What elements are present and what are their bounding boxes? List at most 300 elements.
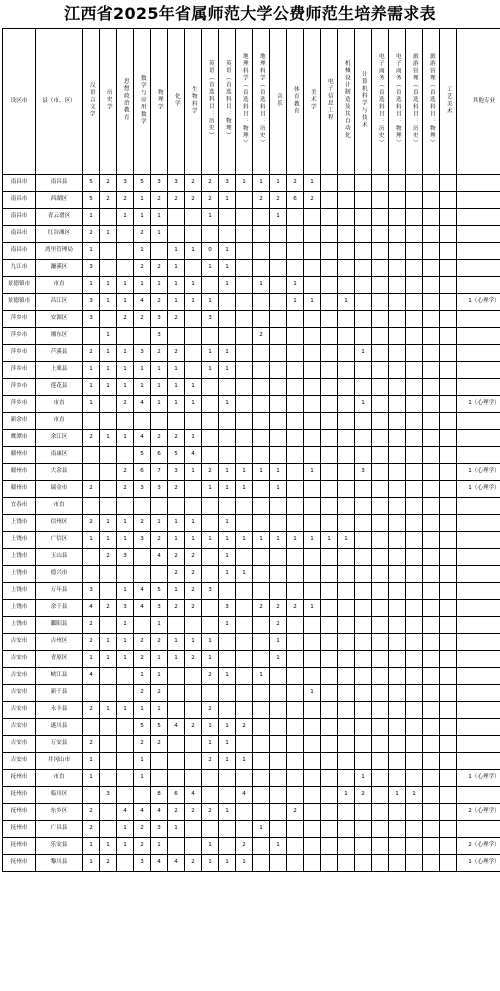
count-cell [100, 481, 117, 498]
count-cell: 5 [134, 447, 151, 464]
count-cell [185, 345, 202, 362]
count-cell [355, 838, 372, 855]
count-cell [355, 328, 372, 345]
count-cell [151, 498, 168, 515]
count-cell [372, 702, 389, 719]
count-cell [406, 311, 423, 328]
county-cell: 市直 [36, 396, 83, 413]
column-header [457, 29, 500, 175]
county-cell: 濂溪区 [36, 260, 83, 277]
count-cell [270, 549, 287, 566]
count-cell: 3 [202, 583, 219, 600]
count-cell [406, 447, 423, 464]
count-cell [321, 549, 338, 566]
count-cell: 2 [253, 600, 270, 617]
count-cell [423, 566, 440, 583]
count-cell [338, 396, 355, 413]
count-cell: 2 [100, 600, 117, 617]
count-cell [304, 481, 321, 498]
count-cell [202, 617, 219, 634]
count-cell [406, 498, 423, 515]
count-cell: 2 [134, 651, 151, 668]
count-cell [219, 634, 236, 651]
count-cell [389, 736, 406, 753]
table-row [3, 617, 500, 634]
count-cell [321, 583, 338, 600]
column-header-label: 物理学 [156, 89, 163, 111]
count-cell [389, 651, 406, 668]
count-cell [457, 821, 500, 838]
count-cell [219, 328, 236, 345]
count-cell: 4 [134, 804, 151, 821]
count-cell [219, 651, 236, 668]
count-cell: 1 [83, 396, 100, 413]
count-cell [185, 328, 202, 345]
count-cell [219, 226, 236, 243]
count-cell [100, 617, 117, 634]
count-cell [117, 719, 134, 736]
count-cell [406, 668, 423, 685]
count-cell [389, 260, 406, 277]
count-cell [270, 447, 287, 464]
column-header [83, 29, 100, 175]
count-cell [457, 583, 500, 600]
count-cell [287, 447, 304, 464]
count-cell [202, 277, 219, 294]
count-cell: 1 [117, 277, 134, 294]
count-cell [100, 243, 117, 260]
count-cell [134, 617, 151, 634]
count-cell [270, 226, 287, 243]
count-cell [304, 719, 321, 736]
count-cell [355, 532, 372, 549]
count-cell [372, 430, 389, 447]
count-cell: 4 [134, 430, 151, 447]
count-cell [440, 549, 457, 566]
city-cell: 萍乡市 [3, 396, 36, 413]
count-cell [355, 379, 372, 396]
count-cell [372, 192, 389, 209]
count-cell [423, 328, 440, 345]
count-cell: 3 [168, 464, 185, 481]
count-cell [372, 396, 389, 413]
count-cell [202, 770, 219, 787]
count-cell [372, 566, 389, 583]
count-cell [372, 532, 389, 549]
count-cell [100, 821, 117, 838]
count-cell [185, 362, 202, 379]
count-cell: 4 [117, 804, 134, 821]
count-cell: 1 [355, 770, 372, 787]
table-row [3, 702, 500, 719]
count-cell [321, 787, 338, 804]
count-cell: 1 [117, 430, 134, 447]
count-cell [253, 634, 270, 651]
count-cell [185, 736, 202, 753]
count-cell: 2 [185, 549, 202, 566]
count-cell: 1 [134, 243, 151, 260]
count-cell: 2 [168, 566, 185, 583]
count-cell: 5 [83, 175, 100, 192]
column-header-label: 音乐 [275, 92, 282, 108]
table-row [3, 753, 500, 770]
count-cell [423, 821, 440, 838]
count-cell [338, 498, 355, 515]
count-cell [219, 838, 236, 855]
count-cell [338, 379, 355, 396]
county-cell: 红谷滩区 [36, 226, 83, 243]
count-cell: 1 [202, 362, 219, 379]
count-cell: 1 [185, 243, 202, 260]
count-cell: 4 [168, 719, 185, 736]
count-cell [287, 736, 304, 753]
count-cell: 3 [219, 175, 236, 192]
table-row [3, 668, 500, 685]
count-cell: 1 [151, 379, 168, 396]
city-cell: 萍乡市 [3, 311, 36, 328]
count-cell [355, 481, 372, 498]
count-cell [389, 668, 406, 685]
count-cell [321, 464, 338, 481]
count-cell: 1 [151, 515, 168, 532]
count-cell [457, 515, 500, 532]
count-cell [253, 243, 270, 260]
count-cell [423, 855, 440, 872]
count-cell [304, 498, 321, 515]
column-header [338, 29, 355, 175]
count-cell: 1 [168, 515, 185, 532]
column-header [219, 29, 236, 175]
count-cell [389, 447, 406, 464]
count-cell [185, 685, 202, 702]
count-cell [355, 277, 372, 294]
count-cell [304, 668, 321, 685]
count-cell: 1 [185, 515, 202, 532]
count-cell: 1 [151, 617, 168, 634]
count-cell: 1 [202, 634, 219, 651]
count-cell: 2 [83, 821, 100, 838]
count-cell [423, 787, 440, 804]
count-cell [338, 192, 355, 209]
count-cell [389, 430, 406, 447]
count-cell [389, 617, 406, 634]
count-cell [321, 294, 338, 311]
count-cell: 1 [185, 396, 202, 413]
count-cell [253, 617, 270, 634]
count-cell [304, 736, 321, 753]
count-cell [440, 192, 457, 209]
count-cell [338, 838, 355, 855]
count-cell [372, 362, 389, 379]
table-row [3, 226, 500, 243]
column-header-label: 电子信息工程 [326, 78, 333, 122]
count-cell [185, 413, 202, 430]
table-row [3, 311, 500, 328]
count-cell [440, 838, 457, 855]
table-row [3, 838, 500, 855]
count-cell [406, 532, 423, 549]
column-header-label: 思想政治教育 [122, 78, 129, 122]
column-header-label: 汉语言文学 [88, 82, 95, 119]
table-row [3, 362, 500, 379]
count-cell: 3 [151, 481, 168, 498]
count-cell [253, 753, 270, 770]
count-cell [338, 651, 355, 668]
county-cell: 青原区 [36, 651, 83, 668]
count-cell [270, 498, 287, 515]
count-cell [134, 328, 151, 345]
count-cell [168, 702, 185, 719]
count-cell: 1 [83, 753, 100, 770]
count-cell [423, 243, 440, 260]
count-cell [253, 855, 270, 872]
city-cell: 吉安市 [3, 753, 36, 770]
count-cell [321, 430, 338, 447]
count-cell [440, 583, 457, 600]
count-cell [236, 583, 253, 600]
count-cell [287, 549, 304, 566]
count-cell [321, 634, 338, 651]
county-cell: 湾里管理局 [36, 243, 83, 260]
count-cell [338, 736, 355, 753]
count-cell [440, 226, 457, 243]
count-cell: 1 [389, 787, 406, 804]
count-cell: 1 [134, 362, 151, 379]
count-cell [202, 685, 219, 702]
count-cell: 2 [202, 804, 219, 821]
count-cell: 2 [83, 345, 100, 362]
column-header [440, 29, 457, 175]
count-cell [236, 600, 253, 617]
count-cell [406, 345, 423, 362]
table-row [3, 209, 500, 226]
count-cell [168, 770, 185, 787]
city-cell: 景德镇市 [3, 277, 36, 294]
count-cell [423, 379, 440, 396]
count-cell: 1 [270, 838, 287, 855]
column-header [117, 29, 134, 175]
count-cell [287, 668, 304, 685]
city-cell: 上饶市 [3, 515, 36, 532]
count-cell [134, 787, 151, 804]
count-cell: 1 [304, 464, 321, 481]
count-cell [423, 396, 440, 413]
count-cell [389, 855, 406, 872]
table-row [3, 719, 500, 736]
column-header [202, 29, 219, 175]
count-cell [321, 821, 338, 838]
count-cell [236, 260, 253, 277]
count-cell [236, 379, 253, 396]
count-cell [287, 617, 304, 634]
count-cell: 1 [151, 838, 168, 855]
count-cell [83, 447, 100, 464]
count-cell [372, 685, 389, 702]
count-cell: 1 [100, 328, 117, 345]
count-cell [168, 413, 185, 430]
count-cell: 2 [151, 532, 168, 549]
count-cell: 1 [83, 532, 100, 549]
count-cell [321, 413, 338, 430]
count-cell: 1 [219, 481, 236, 498]
count-cell [117, 498, 134, 515]
column-header-label: 电子商务（首选科目：历史） [377, 53, 384, 147]
count-cell [321, 770, 338, 787]
count-cell [100, 413, 117, 430]
count-cell [372, 600, 389, 617]
count-cell [440, 770, 457, 787]
count-cell [100, 753, 117, 770]
count-cell [100, 447, 117, 464]
count-cell: 1 [134, 277, 151, 294]
count-cell [287, 430, 304, 447]
count-cell [270, 821, 287, 838]
count-cell: 1 [117, 345, 134, 362]
table-row [3, 804, 500, 821]
count-cell: 1 [185, 634, 202, 651]
count-cell [406, 719, 423, 736]
count-cell [457, 753, 500, 770]
table-row [3, 430, 500, 447]
count-cell: 3 [151, 600, 168, 617]
count-cell [185, 770, 202, 787]
count-cell [355, 209, 372, 226]
count-cell [151, 753, 168, 770]
count-cell [270, 515, 287, 532]
count-cell [406, 175, 423, 192]
count-cell: 1 [287, 532, 304, 549]
count-cell: 1 [219, 668, 236, 685]
count-cell: 1 [219, 549, 236, 566]
count-cell [338, 685, 355, 702]
count-cell [389, 753, 406, 770]
count-cell: 1 [151, 209, 168, 226]
count-cell [457, 617, 500, 634]
count-cell [219, 413, 236, 430]
count-cell [457, 702, 500, 719]
count-cell: 1 [202, 651, 219, 668]
count-cell: 1 [253, 668, 270, 685]
count-cell: 2 [185, 600, 202, 617]
count-cell: 1 [304, 175, 321, 192]
county-cell: 大余县 [36, 464, 83, 481]
count-cell [100, 685, 117, 702]
count-cell: 2 [253, 328, 270, 345]
count-cell [185, 617, 202, 634]
count-cell [321, 702, 338, 719]
count-cell: 1 [270, 634, 287, 651]
count-cell [236, 396, 253, 413]
count-cell: 2 [287, 804, 304, 821]
count-cell [372, 719, 389, 736]
count-cell [372, 498, 389, 515]
count-cell [423, 651, 440, 668]
count-cell [440, 209, 457, 226]
count-cell [372, 515, 389, 532]
count-cell [372, 770, 389, 787]
count-cell [151, 243, 168, 260]
count-cell [253, 209, 270, 226]
county-cell: 广昌县 [36, 821, 83, 838]
column-header-label: 机械设计制造及其自动化 [343, 60, 350, 140]
count-cell [287, 753, 304, 770]
county-cell: 永丰县 [36, 702, 83, 719]
count-cell [236, 294, 253, 311]
count-cell: 1（心理学） [457, 294, 500, 311]
count-cell [372, 481, 389, 498]
count-cell [406, 243, 423, 260]
count-cell: 2 [117, 464, 134, 481]
count-cell [406, 685, 423, 702]
count-cell [219, 430, 236, 447]
count-cell [389, 804, 406, 821]
count-cell [440, 243, 457, 260]
county-cell: 西湖区 [36, 192, 83, 209]
count-cell [270, 260, 287, 277]
count-cell: 3 [134, 481, 151, 498]
count-cell [287, 770, 304, 787]
count-cell [389, 549, 406, 566]
count-cell [355, 243, 372, 260]
count-cell: 2 [134, 685, 151, 702]
count-cell: 1 [117, 209, 134, 226]
count-cell [440, 753, 457, 770]
count-cell [304, 447, 321, 464]
count-cell [389, 379, 406, 396]
count-cell: 2 [185, 719, 202, 736]
count-cell: 4 [185, 787, 202, 804]
count-cell [83, 685, 100, 702]
count-cell [100, 311, 117, 328]
count-cell [236, 821, 253, 838]
count-cell [304, 277, 321, 294]
count-cell [457, 566, 500, 583]
county-cell: 黎川县 [36, 855, 83, 872]
count-cell [440, 311, 457, 328]
count-cell [406, 481, 423, 498]
count-cell: 1 [151, 668, 168, 685]
count-cell [168, 753, 185, 770]
count-cell [117, 243, 134, 260]
count-cell [253, 396, 270, 413]
count-cell [83, 413, 100, 430]
count-cell: 2 [236, 838, 253, 855]
count-cell: 2 [151, 345, 168, 362]
table-row [3, 549, 500, 566]
count-cell [219, 209, 236, 226]
count-cell [338, 464, 355, 481]
count-cell [219, 379, 236, 396]
count-cell: 1 [168, 821, 185, 838]
count-cell [406, 566, 423, 583]
count-cell [304, 226, 321, 243]
count-cell [83, 719, 100, 736]
count-cell [287, 413, 304, 430]
count-cell [338, 311, 355, 328]
count-cell: 1 [202, 209, 219, 226]
count-cell: 4 [168, 855, 185, 872]
count-cell [185, 498, 202, 515]
count-cell: 1 [185, 464, 202, 481]
count-cell [185, 311, 202, 328]
count-cell [304, 804, 321, 821]
column-header [406, 29, 423, 175]
count-cell [287, 362, 304, 379]
count-cell [440, 804, 457, 821]
count-cell: 1 [117, 838, 134, 855]
count-cell [440, 175, 457, 192]
count-cell: 1 [151, 277, 168, 294]
